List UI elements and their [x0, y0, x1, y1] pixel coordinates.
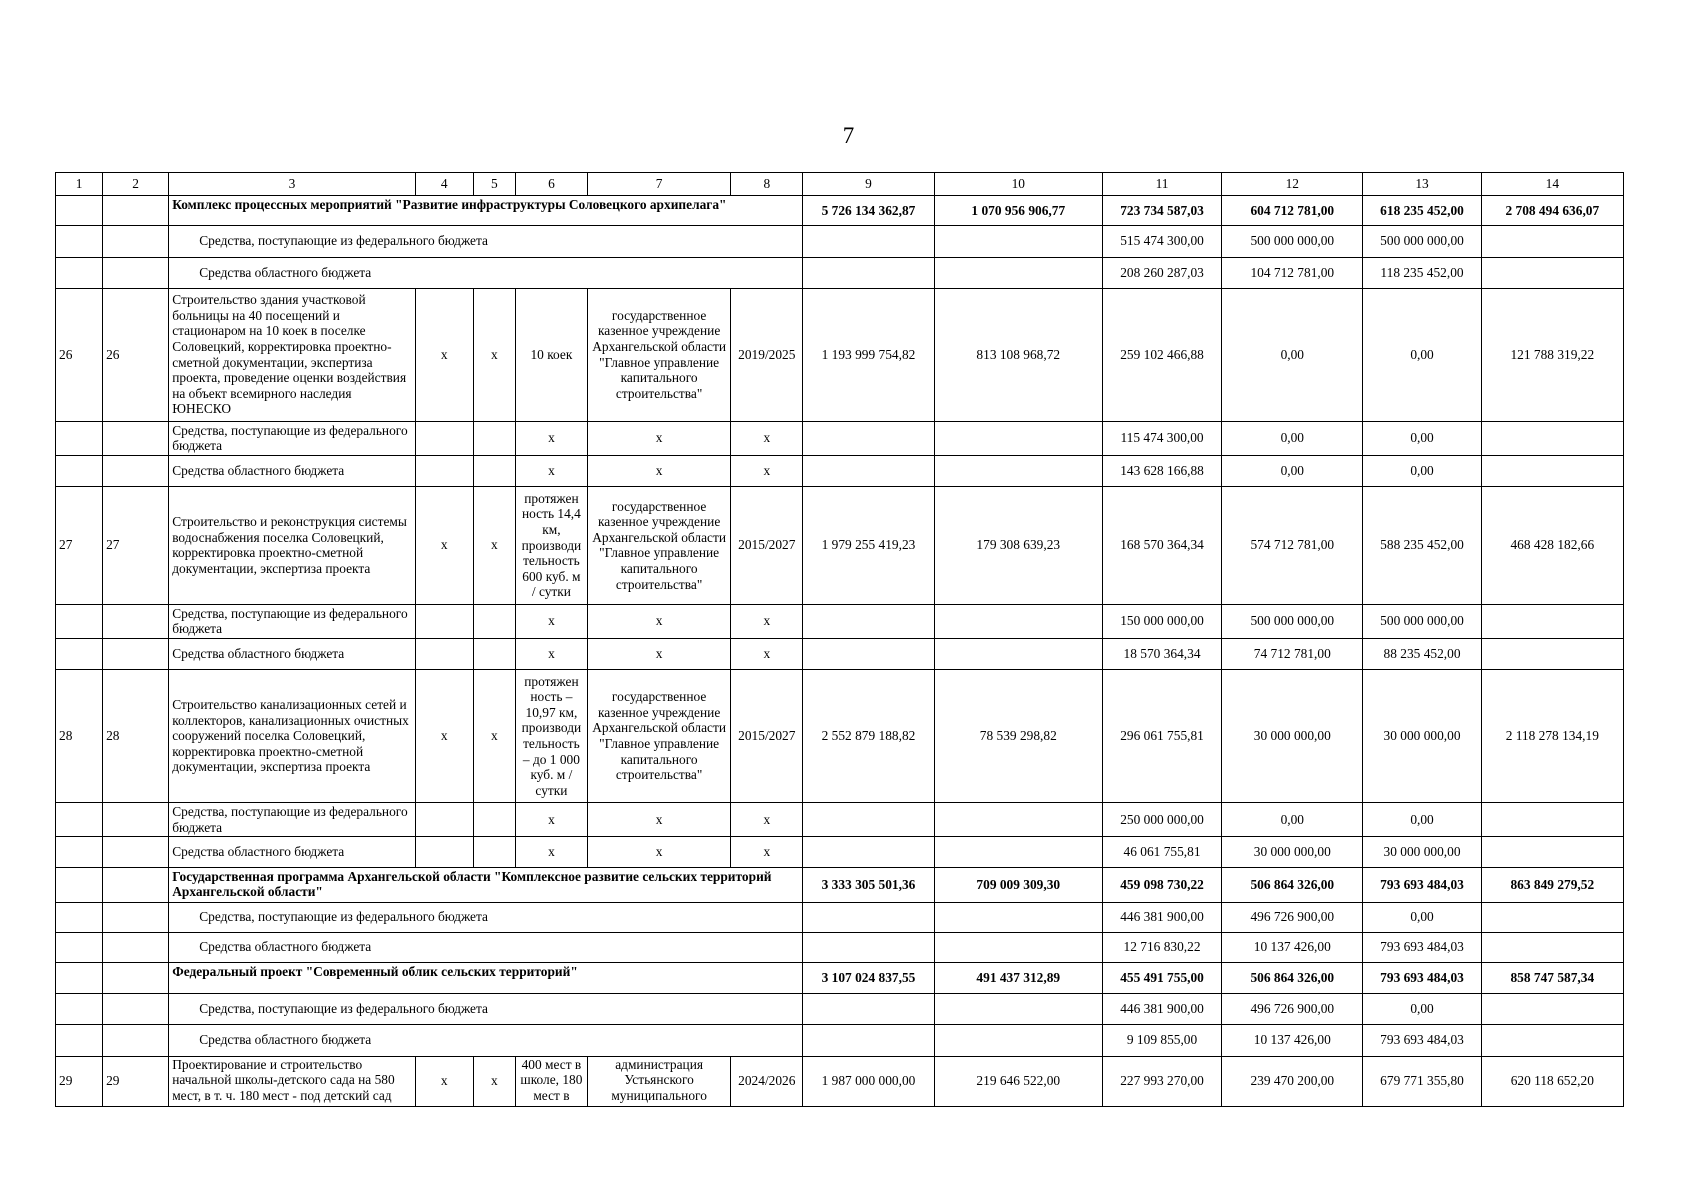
- cell-c1: [56, 638, 103, 669]
- cell-c10: 179 308 639,23: [934, 486, 1102, 604]
- cell-c6: х: [515, 802, 587, 836]
- cell-c4: [415, 604, 473, 638]
- cell-c10: 709 009 309,30: [934, 868, 1102, 902]
- cell-c12: 574 712 781,00: [1222, 486, 1363, 604]
- cell-c12: 496 726 900,00: [1222, 994, 1363, 1025]
- cell-c12: 496 726 900,00: [1222, 902, 1363, 932]
- cell-c13: 0,00: [1363, 421, 1481, 455]
- column-number: 6: [515, 173, 587, 196]
- cell-c8: х: [731, 638, 803, 669]
- column-number: 10: [934, 173, 1102, 196]
- cell-c8: х: [731, 837, 803, 868]
- cell-c14: [1481, 455, 1623, 486]
- cell-c10: [934, 638, 1102, 669]
- cell-c9: [803, 994, 934, 1025]
- cell-c14: 468 428 182,66: [1481, 486, 1623, 604]
- cell-c2: [103, 837, 169, 868]
- cell-c10: [934, 455, 1102, 486]
- cell-c12: 500 000 000,00: [1222, 604, 1363, 638]
- cell-c13: 0,00: [1363, 802, 1481, 836]
- cell-c5: [473, 604, 515, 638]
- funding-source-label: Средства, поступающие из федерального бюджета: [169, 421, 415, 455]
- cell-c9: [803, 802, 934, 836]
- cell-c1: [56, 837, 103, 868]
- cell-c6: х: [515, 638, 587, 669]
- table-row: [56, 802, 1624, 836]
- cell-c9: [803, 421, 934, 455]
- executor-cell: государственное казенное учреждение Архангельской области "Главное управление капитального строительства": [587, 670, 730, 803]
- column-number: 9: [803, 173, 934, 196]
- column-number: 8: [731, 173, 803, 196]
- cell-c11: 446 381 900,00: [1102, 902, 1221, 932]
- cell-c2: [103, 421, 169, 455]
- table-row: [56, 638, 1624, 669]
- capacity-cell: протяжен ность 14,4 км, производи тельность 600 куб. м / сутки: [515, 486, 587, 604]
- cell-c1: [56, 226, 103, 257]
- cell-c14: 2 708 494 636,07: [1481, 196, 1623, 226]
- cell-c13: 793 693 484,03: [1363, 868, 1481, 902]
- cell-c14: 2 118 278 134,19: [1481, 670, 1623, 803]
- funding-source-label: Средства, поступающие из федерального бюджета: [169, 226, 803, 257]
- cell-c9: 1 979 255 419,23: [803, 486, 934, 604]
- row-number: 29: [56, 1056, 103, 1106]
- cell-c2: [103, 932, 169, 962]
- table-row: [56, 196, 1624, 226]
- cell-c10: 1 070 956 906,77: [934, 196, 1102, 226]
- cell-c12: 30 000 000,00: [1222, 670, 1363, 803]
- table-row: [56, 962, 1624, 993]
- period-cell: 2015/2027: [731, 486, 803, 604]
- cell-c14: 121 788 319,22: [1481, 288, 1623, 421]
- cell-c2: [103, 902, 169, 932]
- cell-c9: 3 107 024 837,55: [803, 962, 934, 993]
- cell-c9: [803, 226, 934, 257]
- cell-c11: 46 061 755,81: [1102, 837, 1221, 868]
- table-row: [56, 455, 1624, 486]
- cell-c1: [56, 257, 103, 288]
- cell-c14: [1481, 932, 1623, 962]
- cell-c8: х: [731, 421, 803, 455]
- cell-c2: [103, 196, 169, 226]
- row-number-alt: 29: [103, 1056, 169, 1106]
- cell-c13: 618 235 452,00: [1363, 196, 1481, 226]
- cell-c9: 5 726 134 362,87: [803, 196, 934, 226]
- cell-c9: [803, 837, 934, 868]
- cell-c9: [803, 604, 934, 638]
- column-number: 7: [587, 173, 730, 196]
- funding-source-label: Средства областного бюджета: [169, 932, 803, 962]
- table-row: [56, 1025, 1624, 1056]
- cell-c4: [415, 802, 473, 836]
- cell-c11: 9 109 855,00: [1102, 1025, 1221, 1056]
- cell-c1: [56, 932, 103, 962]
- budget-table: [55, 172, 1624, 1107]
- column-number: 3: [169, 173, 415, 196]
- cell-c14: [1481, 902, 1623, 932]
- cell-c4: х: [415, 670, 473, 803]
- cell-c14: 858 747 587,34: [1481, 962, 1623, 993]
- cell-c2: [103, 962, 169, 993]
- executor-cell: государственное казенное учреждение Архангельской области "Главное управление капитального строительства": [587, 486, 730, 604]
- cell-c14: [1481, 421, 1623, 455]
- cell-c14: [1481, 638, 1623, 669]
- cell-c13: 500 000 000,00: [1363, 226, 1481, 257]
- funding-source-label: Средства, поступающие из федерального бюджета: [169, 902, 803, 932]
- cell-c14: [1481, 1025, 1623, 1056]
- cell-c10: [934, 421, 1102, 455]
- cell-c13: 500 000 000,00: [1363, 604, 1481, 638]
- cell-c13: 793 693 484,03: [1363, 962, 1481, 993]
- column-number: 13: [1363, 173, 1481, 196]
- cell-c5: х: [473, 288, 515, 421]
- cell-c9: 1 987 000 000,00: [803, 1056, 934, 1106]
- table-row: [56, 1056, 1624, 1106]
- column-number-row: [56, 173, 1624, 196]
- column-number: 5: [473, 173, 515, 196]
- cell-c5: [473, 837, 515, 868]
- cell-c12: 0,00: [1222, 421, 1363, 455]
- table-row: [56, 288, 1624, 421]
- cell-c12: 506 864 326,00: [1222, 962, 1363, 993]
- cell-c13: 793 693 484,03: [1363, 932, 1481, 962]
- cell-c12: 506 864 326,00: [1222, 868, 1363, 902]
- cell-c11: 115 474 300,00: [1102, 421, 1221, 455]
- row-number: 27: [56, 486, 103, 604]
- cell-c10: [934, 226, 1102, 257]
- column-number: 1: [56, 173, 103, 196]
- cell-c12: 239 470 200,00: [1222, 1056, 1363, 1106]
- cell-c14: [1481, 802, 1623, 836]
- cell-c12: 0,00: [1222, 455, 1363, 486]
- table-row: [56, 486, 1624, 604]
- cell-c2: [103, 604, 169, 638]
- page-number: 7: [842, 123, 855, 148]
- cell-c9: 2 552 879 188,82: [803, 670, 934, 803]
- cell-c5: х: [473, 1056, 515, 1106]
- cell-c9: [803, 932, 934, 962]
- cell-c11: 455 491 755,00: [1102, 962, 1221, 993]
- cell-c4: [415, 638, 473, 669]
- capacity-cell: 400 мест в школе, 180 мест в: [515, 1056, 587, 1106]
- cell-c12: 104 712 781,00: [1222, 257, 1363, 288]
- cell-c9: [803, 638, 934, 669]
- cell-c9: [803, 257, 934, 288]
- cell-c4: [415, 421, 473, 455]
- cell-c11: 296 061 755,81: [1102, 670, 1221, 803]
- cell-c2: [103, 638, 169, 669]
- cell-c1: [56, 455, 103, 486]
- funding-source-label: Средства областного бюджета: [169, 638, 415, 669]
- funding-source-label: Средства областного бюджета: [169, 837, 415, 868]
- cell-c11: 227 993 270,00: [1102, 1056, 1221, 1106]
- funding-source-label: Средства областного бюджета: [169, 257, 803, 288]
- cell-c2: [103, 1025, 169, 1056]
- executor-cell: администрация Устьянского муниципального: [587, 1056, 730, 1106]
- funding-source-label: Средства, поступающие из федерального бюджета: [169, 994, 803, 1025]
- cell-c6: х: [515, 837, 587, 868]
- cell-c14: 620 118 652,20: [1481, 1056, 1623, 1106]
- cell-c7: х: [587, 802, 730, 836]
- column-number: 4: [415, 173, 473, 196]
- cell-c4: х: [415, 288, 473, 421]
- table-row: [56, 994, 1624, 1025]
- cell-c7: х: [587, 837, 730, 868]
- cell-c10: 813 108 968,72: [934, 288, 1102, 421]
- cell-c8: х: [731, 604, 803, 638]
- cell-c5: [473, 421, 515, 455]
- table-row: [56, 604, 1624, 638]
- cell-c1: [56, 868, 103, 902]
- cell-c12: 500 000 000,00: [1222, 226, 1363, 257]
- cell-c5: [473, 802, 515, 836]
- cell-c5: х: [473, 486, 515, 604]
- cell-c7: х: [587, 638, 730, 669]
- cell-c10: [934, 802, 1102, 836]
- cell-c13: 0,00: [1363, 994, 1481, 1025]
- cell-c11: 250 000 000,00: [1102, 802, 1221, 836]
- cell-c13: 0,00: [1363, 288, 1481, 421]
- cell-c14: [1481, 837, 1623, 868]
- cell-c2: [103, 226, 169, 257]
- cell-c4: х: [415, 486, 473, 604]
- cell-c1: [56, 1025, 103, 1056]
- cell-c11: 723 734 587,03: [1102, 196, 1221, 226]
- cell-c11: 446 381 900,00: [1102, 994, 1221, 1025]
- cell-c10: [934, 902, 1102, 932]
- funding-source-label: Средства областного бюджета: [169, 1025, 803, 1056]
- cell-c11: 459 098 730,22: [1102, 868, 1221, 902]
- cell-c1: [56, 196, 103, 226]
- cell-c10: 78 539 298,82: [934, 670, 1102, 803]
- cell-c13: 679 771 355,80: [1363, 1056, 1481, 1106]
- cell-c8: х: [731, 802, 803, 836]
- cell-c9: [803, 1025, 934, 1056]
- row-number: 26: [56, 288, 103, 421]
- period-cell: 2019/2025: [731, 288, 803, 421]
- cell-c11: 12 716 830,22: [1102, 932, 1221, 962]
- cell-c10: 491 437 312,89: [934, 962, 1102, 993]
- cell-c14: [1481, 994, 1623, 1025]
- period-cell: 2024/2026: [731, 1056, 803, 1106]
- section-title: Федеральный проект "Современный облик сельских территорий": [169, 962, 803, 993]
- funding-source-label: Средства, поступающие из федерального бюджета: [169, 802, 415, 836]
- cell-c14: [1481, 257, 1623, 288]
- cell-c12: 604 712 781,00: [1222, 196, 1363, 226]
- cell-c7: х: [587, 455, 730, 486]
- column-number: 12: [1222, 173, 1363, 196]
- cell-c10: 219 646 522,00: [934, 1056, 1102, 1106]
- section-title: Комплекс процессных мероприятий "Развитие инфраструктуры Соловецкого архипелага": [169, 196, 803, 226]
- cell-c10: [934, 257, 1102, 288]
- table-body: [56, 173, 1624, 1107]
- table-row: [56, 932, 1624, 962]
- cell-c1: [56, 802, 103, 836]
- cell-c9: 1 193 999 754,82: [803, 288, 934, 421]
- cell-c14: 863 849 279,52: [1481, 868, 1623, 902]
- cell-c9: [803, 902, 934, 932]
- cell-c7: х: [587, 604, 730, 638]
- cell-c1: [56, 994, 103, 1025]
- table-row: [56, 257, 1624, 288]
- cell-c2: [103, 802, 169, 836]
- cell-c4: [415, 455, 473, 486]
- cell-c4: [415, 837, 473, 868]
- cell-c12: 0,00: [1222, 802, 1363, 836]
- table-row: [56, 902, 1624, 932]
- column-number: 14: [1481, 173, 1623, 196]
- cell-c12: 74 712 781,00: [1222, 638, 1363, 669]
- cell-c2: [103, 257, 169, 288]
- cell-c1: [56, 604, 103, 638]
- cell-c11: 515 474 300,00: [1102, 226, 1221, 257]
- project-description: Строительство и реконструкция системы водоснабжения поселка Соловецкий, корректировка проектно-сметной документации, экспертиза проекта: [169, 486, 415, 604]
- row-number: 28: [56, 670, 103, 803]
- cell-c13: 118 235 452,00: [1363, 257, 1481, 288]
- cell-c12: 10 137 426,00: [1222, 1025, 1363, 1056]
- funding-source-label: Средства областного бюджета: [169, 455, 415, 486]
- cell-c13: 0,00: [1363, 902, 1481, 932]
- cell-c6: х: [515, 604, 587, 638]
- column-number: 11: [1102, 173, 1221, 196]
- cell-c6: х: [515, 421, 587, 455]
- cell-c5: [473, 455, 515, 486]
- cell-c7: х: [587, 421, 730, 455]
- cell-c13: 588 235 452,00: [1363, 486, 1481, 604]
- section-title: Государственная программа Архангельской области "Комплексное развитие сельских территорий Архангельской области": [169, 868, 803, 902]
- table-row: [56, 670, 1624, 803]
- table-row: [56, 226, 1624, 257]
- cell-c1: [56, 902, 103, 932]
- cell-c11: 259 102 466,88: [1102, 288, 1221, 421]
- cell-c10: [934, 1025, 1102, 1056]
- cell-c12: 0,00: [1222, 288, 1363, 421]
- cell-c2: [103, 994, 169, 1025]
- column-number: 2: [103, 173, 169, 196]
- capacity-cell: 10 коек: [515, 288, 587, 421]
- cell-c9: [803, 455, 934, 486]
- table-row: [56, 421, 1624, 455]
- executor-cell: государственное казенное учреждение Архангельской области "Главное управление капитального строительства": [587, 288, 730, 421]
- cell-c13: 88 235 452,00: [1363, 638, 1481, 669]
- funding-source-label: Средства, поступающие из федерального бюджета: [169, 604, 415, 638]
- table-row: [56, 837, 1624, 868]
- cell-c10: [934, 932, 1102, 962]
- cell-c13: 0,00: [1363, 455, 1481, 486]
- cell-c11: 168 570 364,34: [1102, 486, 1221, 604]
- project-description: Строительство канализационных сетей и коллекторов, канализационных очистных сооружений поселка Соловецкий, корректировка проектно-сметной документации, экспертиза проекта: [169, 670, 415, 803]
- project-description: Строительство здания участковой больницы на 40 посещений и стационаром на 10 коек в поселке Соловецкий, корректировка проектно-сметной документации, экспертиза проекта, проведение оценки воздействия на объект всемирного наследия ЮНЕСКО: [169, 288, 415, 421]
- row-number-alt: 26: [103, 288, 169, 421]
- cell-c11: 208 260 287,03: [1102, 257, 1221, 288]
- cell-c10: [934, 994, 1102, 1025]
- cell-c10: [934, 604, 1102, 638]
- cell-c12: 10 137 426,00: [1222, 932, 1363, 962]
- cell-c8: х: [731, 455, 803, 486]
- cell-c14: [1481, 226, 1623, 257]
- period-cell: 2015/2027: [731, 670, 803, 803]
- cell-c4: х: [415, 1056, 473, 1106]
- cell-c11: 143 628 166,88: [1102, 455, 1221, 486]
- cell-c5: х: [473, 670, 515, 803]
- row-number-alt: 27: [103, 486, 169, 604]
- cell-c1: [56, 421, 103, 455]
- cell-c2: [103, 868, 169, 902]
- cell-c5: [473, 638, 515, 669]
- cell-c13: 793 693 484,03: [1363, 1025, 1481, 1056]
- cell-c12: 30 000 000,00: [1222, 837, 1363, 868]
- cell-c1: [56, 962, 103, 993]
- row-number-alt: 28: [103, 670, 169, 803]
- cell-c2: [103, 455, 169, 486]
- table-row: [56, 868, 1624, 902]
- cell-c11: 18 570 364,34: [1102, 638, 1221, 669]
- cell-c10: [934, 837, 1102, 868]
- cell-c13: 30 000 000,00: [1363, 837, 1481, 868]
- cell-c14: [1481, 604, 1623, 638]
- capacity-cell: протяжен ность – 10,97 км, производи тельность – до 1 000 куб. м / сутки: [515, 670, 587, 803]
- cell-c6: х: [515, 455, 587, 486]
- cell-c13: 30 000 000,00: [1363, 670, 1481, 803]
- cell-c9: 3 333 305 501,36: [803, 868, 934, 902]
- project-description: Проектирование и строительство начальной школы-детского сада на 580 мест, в т. ч. 180 мест - под детский сад: [169, 1056, 415, 1106]
- cell-c11: 150 000 000,00: [1102, 604, 1221, 638]
